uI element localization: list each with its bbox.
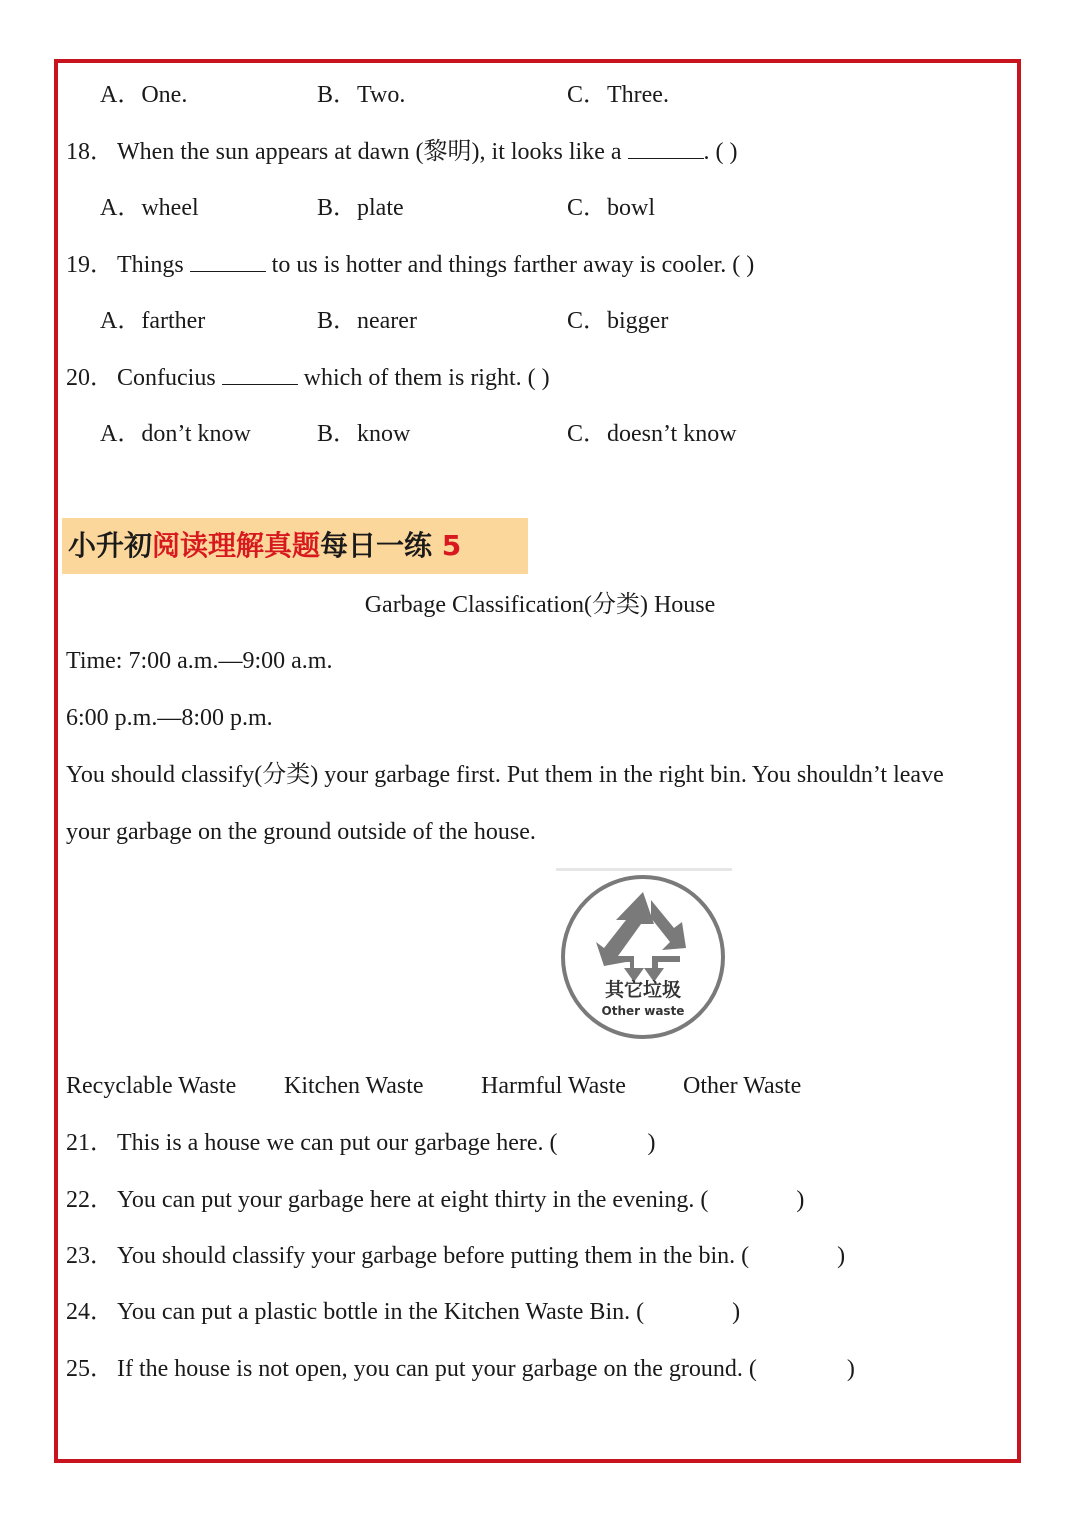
answer-blank: [628, 138, 704, 159]
statement-23: [66, 1241, 845, 1271]
banner-text-part1: 小升初: [68, 529, 153, 562]
q18-option-c: C．bowl: [567, 195, 656, 221]
statement-24: [66, 1297, 740, 1327]
logo-text-en: Other waste: [601, 1004, 685, 1018]
statement-number: 21．: [66, 1130, 114, 1156]
statement-number: 23．: [66, 1243, 114, 1269]
banner-text-highlight: 阅读理解真题: [152, 529, 321, 562]
q19-option-a: A．farther: [100, 308, 206, 334]
statement-close: ): [732, 1299, 741, 1325]
waste-type-kitchen: Kitchen Waste: [284, 1073, 424, 1099]
banner-number: 5: [432, 529, 462, 562]
passage-title: Garbage Classification(分类) House: [364, 592, 716, 618]
q20-option-c: C．doesn’t know: [567, 421, 737, 447]
waste-type-other: Other Waste: [683, 1073, 802, 1099]
question-18: [66, 137, 738, 167]
statement-22: [66, 1185, 804, 1215]
statement-close: ): [647, 1130, 656, 1156]
statement-text: You should classify your garbage before putting them in the bin. (: [117, 1243, 750, 1269]
q17-option-a: A．One.: [100, 82, 188, 108]
q19-option-c: C．bigger: [567, 308, 669, 334]
statement-close: ): [846, 1356, 855, 1382]
section-banner: [62, 518, 528, 574]
question-text: When the sun appears at dawn (黎明), it looks like a: [117, 139, 628, 165]
statement-close: ): [796, 1187, 805, 1213]
answer-blank: [222, 364, 298, 385]
q19-option-b: B．nearer: [317, 308, 417, 334]
passage-time-2: 6:00 p.m.—8:00 p.m.: [66, 705, 273, 731]
statement-text: If the house is not open, you can put your garbage on the ground. (: [117, 1356, 757, 1382]
question-text-end: which of them is right. ( ): [297, 365, 550, 391]
statement-21: [66, 1128, 656, 1158]
q18-option-b: B．plate: [317, 195, 404, 221]
question-number: 19．: [66, 252, 114, 278]
statement-number: 25．: [66, 1356, 114, 1382]
question-20: [66, 363, 550, 393]
q20-option-a: A．don’t know: [100, 421, 251, 447]
question-text: Confucius: [117, 365, 222, 391]
waste-type-harmful: Harmful Waste: [481, 1073, 626, 1099]
passage-paragraph-line-2: your garbage on the ground outside of the house.: [66, 819, 536, 845]
waste-type-recyclable: Recyclable Waste: [66, 1073, 237, 1099]
statement-text: This is a house we can put our garbage here. (: [117, 1130, 558, 1156]
statement-close: ): [837, 1243, 846, 1269]
passage-time-1: Time: 7:00 a.m.—9:00 a.m.: [66, 648, 333, 674]
statement-number: 24．: [66, 1299, 114, 1325]
statement-25: [66, 1354, 855, 1384]
question-text: Things: [117, 252, 190, 278]
question-text-end: to us is hotter and things farther away is cooler. ( ): [265, 252, 755, 278]
banner-text-part3: 每日一练: [320, 529, 433, 562]
answer-blank: [190, 251, 266, 272]
logo-text-cn: 其它垃圾: [604, 979, 682, 1001]
question-number: 18．: [66, 139, 114, 165]
question-text-end: . ( ): [703, 139, 738, 165]
question-number: 20．: [66, 365, 114, 391]
question-19: [66, 250, 754, 280]
q18-option-a: A．wheel: [100, 195, 199, 221]
statement-text: You can put your garbage here at eight thirty in the evening. (: [117, 1187, 709, 1213]
q17-option-b: B．Two.: [317, 82, 406, 108]
statement-number: 22．: [66, 1187, 114, 1213]
passage-paragraph-line-1: You should classify(分类) your garbage first. Put them in the right bin. You shouldn’t leave: [66, 762, 944, 788]
q20-option-b: B．know: [317, 421, 411, 447]
other-waste-recycle-icon: [556, 870, 731, 1045]
statement-text: You can put a plastic bottle in the Kitchen Waste Bin. (: [117, 1299, 645, 1325]
q17-option-c: C．Three.: [567, 82, 669, 108]
